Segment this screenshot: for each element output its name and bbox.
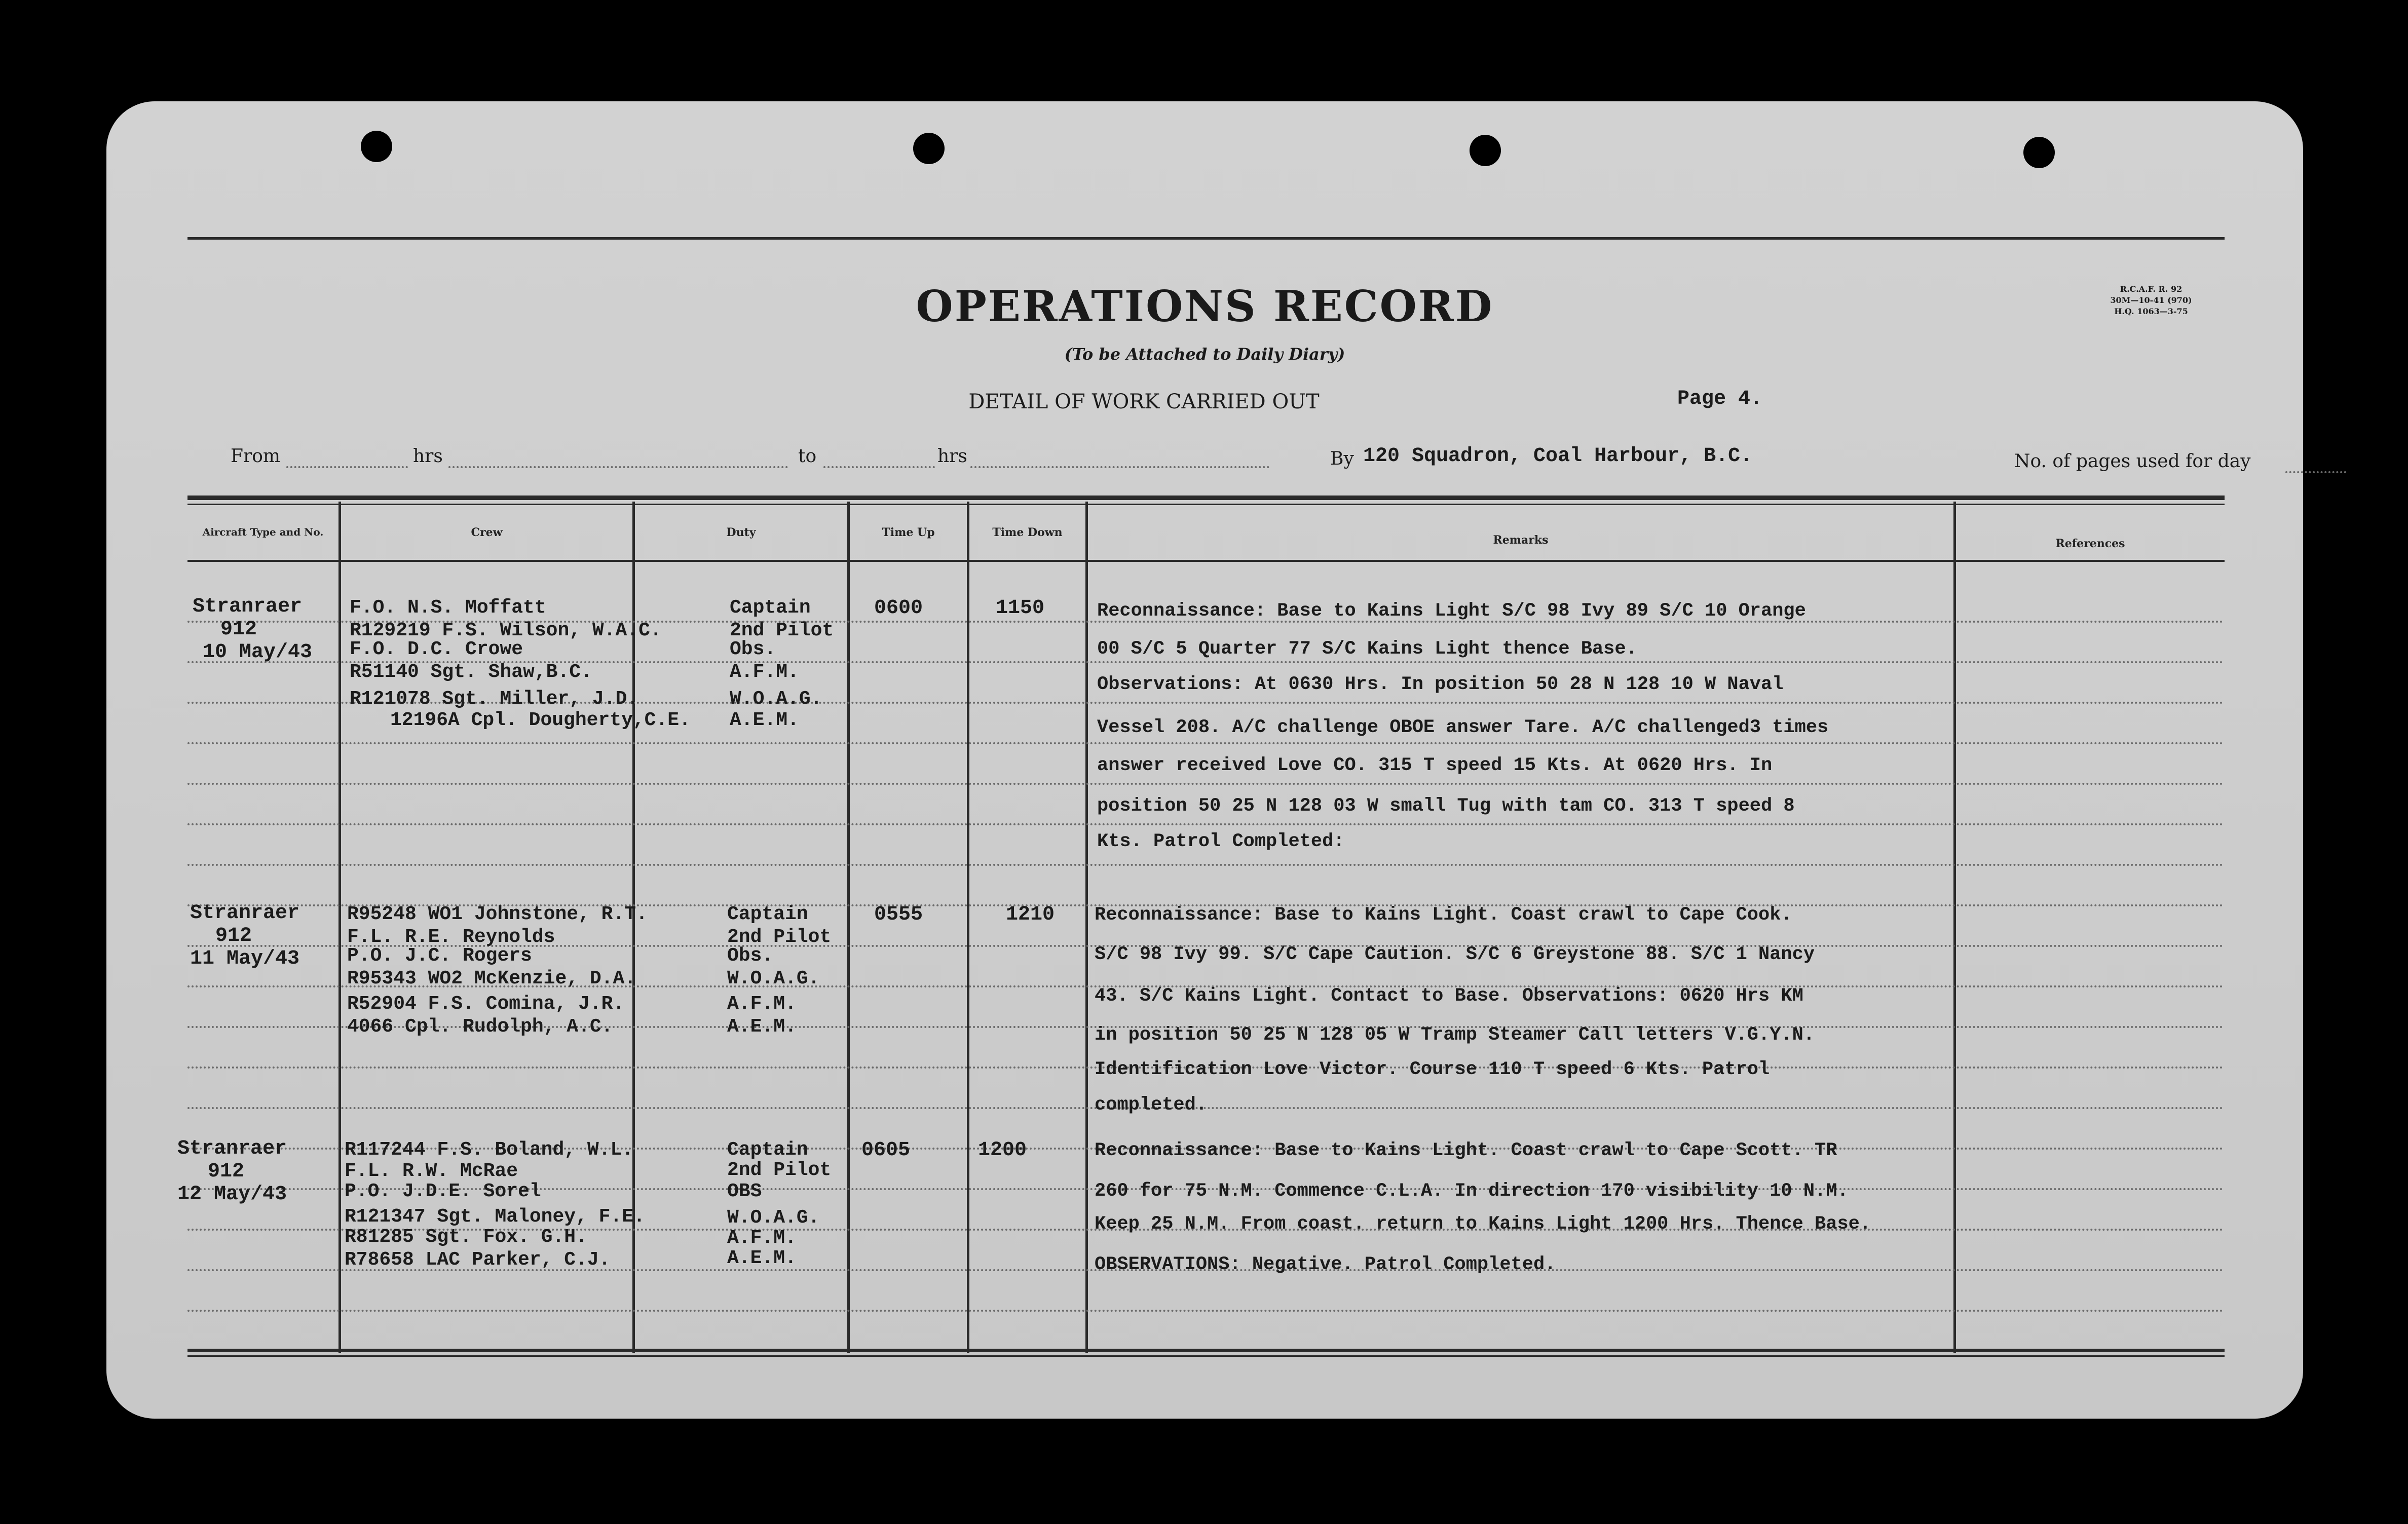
duty: A.F.M. — [727, 1227, 797, 1249]
from-label: From — [231, 446, 280, 467]
crew-member: R81285 Sgt. Fox. G.H. — [345, 1226, 587, 1248]
col-divider — [967, 502, 969, 1353]
remarks-line: Observations: At 0630 Hrs. In position 50 28 N 128 10 W Naval — [1097, 674, 1784, 695]
time-up: 0555 — [874, 903, 923, 926]
table-bottom-rule-2 — [187, 1355, 2225, 1357]
duty: A.E.M. — [727, 1016, 797, 1038]
duty: W.O.A.G. — [727, 968, 820, 989]
by-label: By — [1330, 448, 1354, 469]
duty: Captain — [727, 903, 808, 925]
col-divider — [1085, 502, 1088, 1353]
table-top-rule — [187, 496, 2225, 500]
crew-member: R52904 F.S. Comina, J.R. — [347, 993, 625, 1015]
to-date-blank — [970, 466, 1269, 468]
crew-member: R121078 Sgt. Miller, J.D. — [350, 688, 639, 710]
form-code-line: 30M—10-41 (970) — [2110, 295, 2192, 305]
crew-member: F.L. R.E. Reynolds — [347, 926, 555, 948]
remarks-line: Keep 25 N.M. From coast. return to Kains Light 1200 Hrs. Thence Base. — [1095, 1213, 1871, 1235]
aircraft-number: 912 — [215, 925, 252, 947]
remarks-line: Reconnaissance: Base to Kains Light. Coast crawl to Cape Cook. — [1095, 904, 1792, 926]
duty: A.E.M. — [730, 709, 799, 731]
col-divider — [847, 502, 850, 1353]
from-date-blank — [448, 466, 788, 468]
duty: 2nd Pilot — [727, 1159, 832, 1181]
form-code-line: R.C.A.F. R. 92 — [2120, 284, 2183, 294]
table-top-rule-2 — [187, 504, 2225, 505]
flight-date: 10 May/43 — [203, 641, 313, 664]
hrs-label: hrs — [937, 446, 967, 467]
remarks-line: Kts. Patrol Completed: — [1097, 831, 1345, 852]
unit-name: 120 Squadron, Coal Harbour, B.C. — [1363, 445, 1753, 468]
crew-member: R121347 Sgt. Maloney, F.E. — [345, 1206, 645, 1228]
column-header-remarks: Remarks — [1493, 534, 1549, 547]
crew-member: 4066 Cpl. Rudolph, A.C. — [347, 1016, 613, 1038]
remarks-line: S/C 98 Ivy 99. S/C Cape Caution. S/C 6 Greystone 88. S/C 1 Nancy — [1095, 944, 1815, 965]
crew-member: F.O. N.S. Moffatt — [350, 597, 546, 619]
table-bottom-rule — [187, 1349, 2225, 1352]
column-header-time-down: Time Down — [992, 526, 1063, 539]
crew-member: F.O. D.C. Crowe — [350, 638, 523, 660]
remarks-line: answer received Love CO. 315 T speed 15 Kts. At 0620 Hrs. In — [1097, 755, 1773, 776]
aircraft-type: Stranraer — [177, 1137, 287, 1160]
time-down: 1210 — [1006, 903, 1055, 926]
column-header-aircraft: Aircraft Type and No. — [202, 526, 324, 538]
duty: A.F.M. — [730, 661, 799, 683]
column-header-time-up: Time Up — [882, 526, 935, 539]
page-subtitle: (To be Attached to Daily Diary) — [1064, 345, 1345, 364]
crew-member: R95343 WO2 McKenzie, D.A. — [347, 968, 636, 989]
duty: Captain — [730, 597, 811, 619]
remarks-line: 260 for 75 N.M. Commence C.L.A. In direction 170 visibility 10 N.M. — [1095, 1180, 1849, 1202]
duty: A.F.M. — [727, 993, 797, 1015]
from-blank — [286, 466, 408, 468]
duty: W.O.A.G. — [727, 1207, 820, 1229]
punch-hole — [1470, 135, 1501, 166]
column-header-references: References — [2055, 537, 2125, 550]
punch-hole — [913, 133, 945, 164]
crew-member: 12196A Cpl. Dougherty,C.E. — [390, 709, 691, 731]
remarks-line: 43. S/C Kains Light. Contact to Base. Observations: 0620 Hrs KM — [1095, 985, 1803, 1007]
aircraft-number: 912 — [208, 1160, 245, 1183]
punch-hole — [361, 131, 392, 162]
col-divider — [338, 502, 341, 1353]
crew-member: R78658 LAC Parker, C.J. — [345, 1249, 611, 1271]
duty: Obs. — [727, 945, 774, 967]
remarks-line: OBSERVATIONS: Negative. Patrol Completed. — [1095, 1254, 1556, 1275]
col-divider — [1953, 502, 1956, 1353]
pages-used-blank — [2285, 471, 2346, 473]
remarks-line: Reconnaissance: Base to Kains Light. Coast crawl to Cape Scott. TR — [1095, 1140, 1837, 1161]
remarks-line: in position 50 25 N 128 05 W Tramp Steamer Call letters V.G.Y.N. — [1095, 1024, 1815, 1046]
duty: Captain — [727, 1139, 808, 1161]
operations-record-card — [106, 101, 2303, 1419]
detail-heading: DETAIL OF WORK CARRIED OUT — [968, 390, 1320, 413]
from-line — [231, 445, 2251, 476]
duty: 2nd Pilot — [730, 620, 834, 641]
time-down: 1150 — [996, 597, 1045, 620]
page-number: Page 4. — [1677, 388, 1763, 410]
aircraft-type: Stranraer — [193, 595, 303, 618]
crew-member: R51140 Sgt. Shaw,B.C. — [350, 661, 592, 683]
duty: W.O.A.G. — [730, 688, 822, 710]
remarks-line: Reconnaissance: Base to Kains Light S/C 98 Ivy 89 S/C 10 Orange — [1097, 600, 1806, 622]
crew-member: P.O. J.C. Rogers — [347, 945, 532, 967]
time-down: 1200 — [978, 1139, 1027, 1162]
remarks-line: 00 S/C 5 Quarter 77 S/C Kains Light thence Base. — [1097, 638, 1637, 660]
crew-member: R129219 F.S. Wilson, W.A.C. — [350, 620, 662, 641]
crew-member: R95248 WO1 Johnstone, R.T. — [347, 903, 648, 925]
duty: OBS — [727, 1180, 762, 1202]
flight-date: 12 May/43 — [177, 1183, 287, 1206]
duty: A.E.M. — [727, 1247, 797, 1269]
crew-member: F.L. R.W. McRae — [345, 1160, 518, 1182]
aircraft-type: Stranraer — [190, 902, 300, 925]
header-bottom-rule — [187, 560, 2225, 562]
duty: 2nd Pilot — [727, 926, 832, 948]
time-up: 0605 — [861, 1139, 911, 1162]
remarks-line: completed. — [1095, 1094, 1208, 1116]
column-header-duty: Duty — [726, 526, 756, 539]
remarks-line: Identification Love Victor. Course 110 T speed 6 Kts. Patrol — [1095, 1059, 1770, 1080]
aircraft-number: 912 — [220, 618, 257, 641]
remarks-line: Vessel 208. A/C challenge OBOE answer Tare. A/C challenged3 times — [1097, 717, 1829, 738]
remarks-line: position 50 25 N 128 03 W small Tug with tam CO. 313 T speed 8 — [1097, 795, 1795, 817]
crew-member: P.O. J.D.E. Sorel — [345, 1180, 541, 1202]
top-rule — [187, 237, 2225, 240]
page-title: OPERATIONS RECORD — [916, 281, 1494, 331]
crew-member: R117244 F.S. Boland, W.L. — [345, 1139, 634, 1161]
pages-used-label: No. of pages used for day — [2014, 451, 2251, 472]
column-header-crew: Crew — [471, 526, 503, 539]
form-code — [2085, 284, 2217, 317]
flight-date: 11 May/43 — [190, 947, 300, 970]
time-up: 0600 — [874, 597, 923, 620]
to-label: to — [798, 446, 817, 467]
duty: Obs. — [730, 638, 776, 660]
punch-hole — [2023, 137, 2055, 168]
hrs-label: hrs — [413, 446, 443, 467]
form-code-line: H.Q. 1063—3-75 — [2114, 307, 2188, 316]
to-blank — [823, 466, 935, 468]
